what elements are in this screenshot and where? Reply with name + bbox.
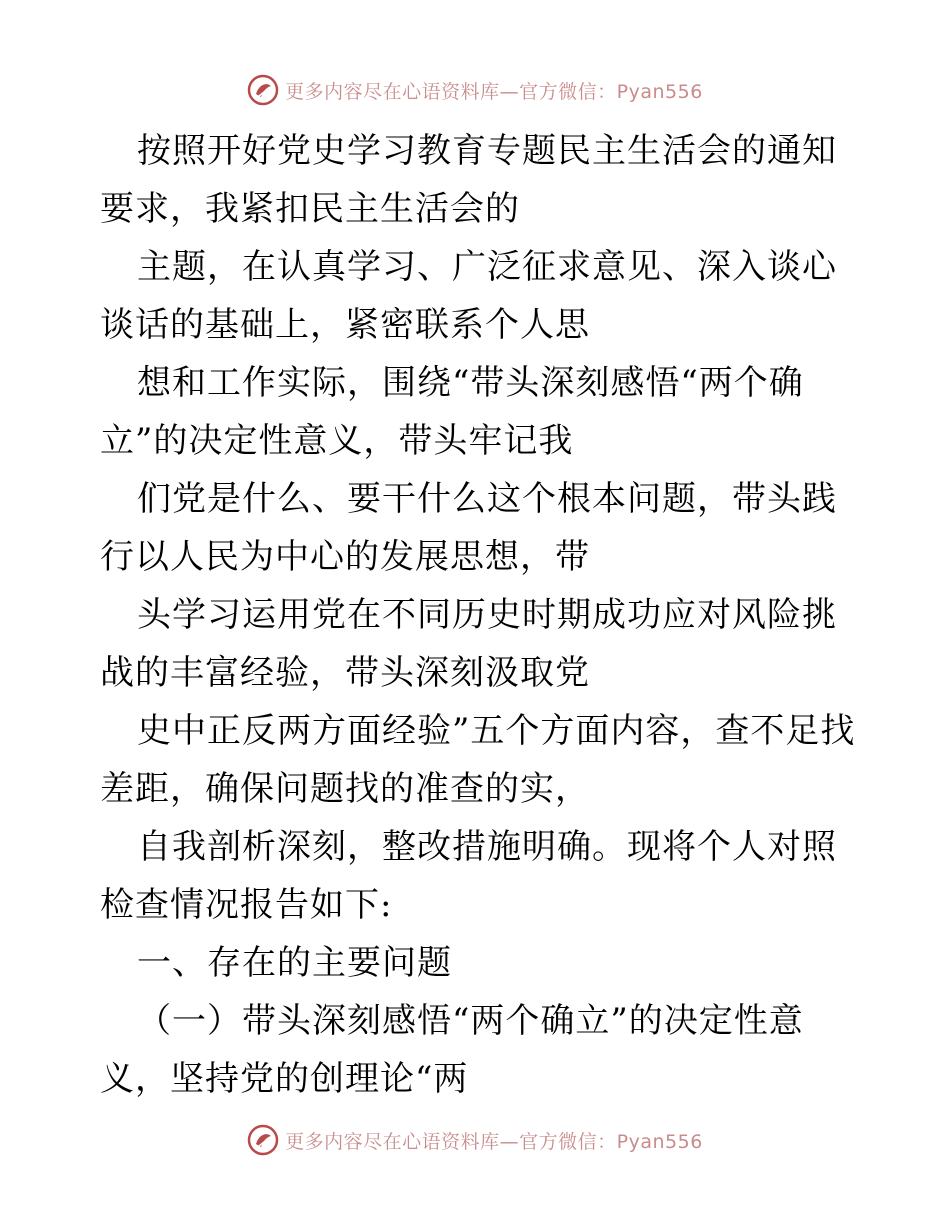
footer-banner xyxy=(0,1122,950,1158)
document-body xyxy=(100,122,860,1108)
banner-text: 更多内容尽在心语资料库—官方微信：Pyan556 xyxy=(285,80,703,103)
paragraph-line-4: 们党是什么、要干什么这个根本问题，带头践行以人民为中心的发展思想，带 xyxy=(100,479,837,577)
banner-text: 更多内容尽在心语资料库—官方微信：Pyan556 xyxy=(285,1130,703,1153)
header-banner xyxy=(0,72,950,108)
red-seal-logo-icon xyxy=(247,1124,279,1156)
paragraph-line-7: 自我剖析深刻，整改措施明确。现将个人对照检查情况报告如下: xyxy=(100,827,837,925)
paragraph-line-6: 史中正反两方面经验”五个方面内容，查不足找差距，确保问题找的准查的实， xyxy=(100,711,856,809)
subsection-heading: （一）带头深刻感悟“两个确立”的决定性意义，坚持党的创理论“两 xyxy=(100,1001,804,1099)
paragraph-line-5: 头学习运用党在不同历史时期成功应对风险挑战的丰富经验，带头深刻汲取党 xyxy=(100,595,837,693)
paragraph-line-3: 想和工作实际，围绕“带头深刻感悟“两个确立”的决定性意义，带头牢记我 xyxy=(100,363,804,461)
paragraph-line-1: 按照开好党史学习教育专题民主生活会的通知要求，我紧扣民主生活会的 xyxy=(100,131,837,229)
paragraph-line-2: 主题，在认真学习、广泛征求意见、深入谈心谈话的基础上，紧密联系个人思 xyxy=(100,247,837,345)
red-seal-logo-icon xyxy=(247,74,279,106)
section-heading: 一、存在的主要问题 xyxy=(137,943,452,983)
